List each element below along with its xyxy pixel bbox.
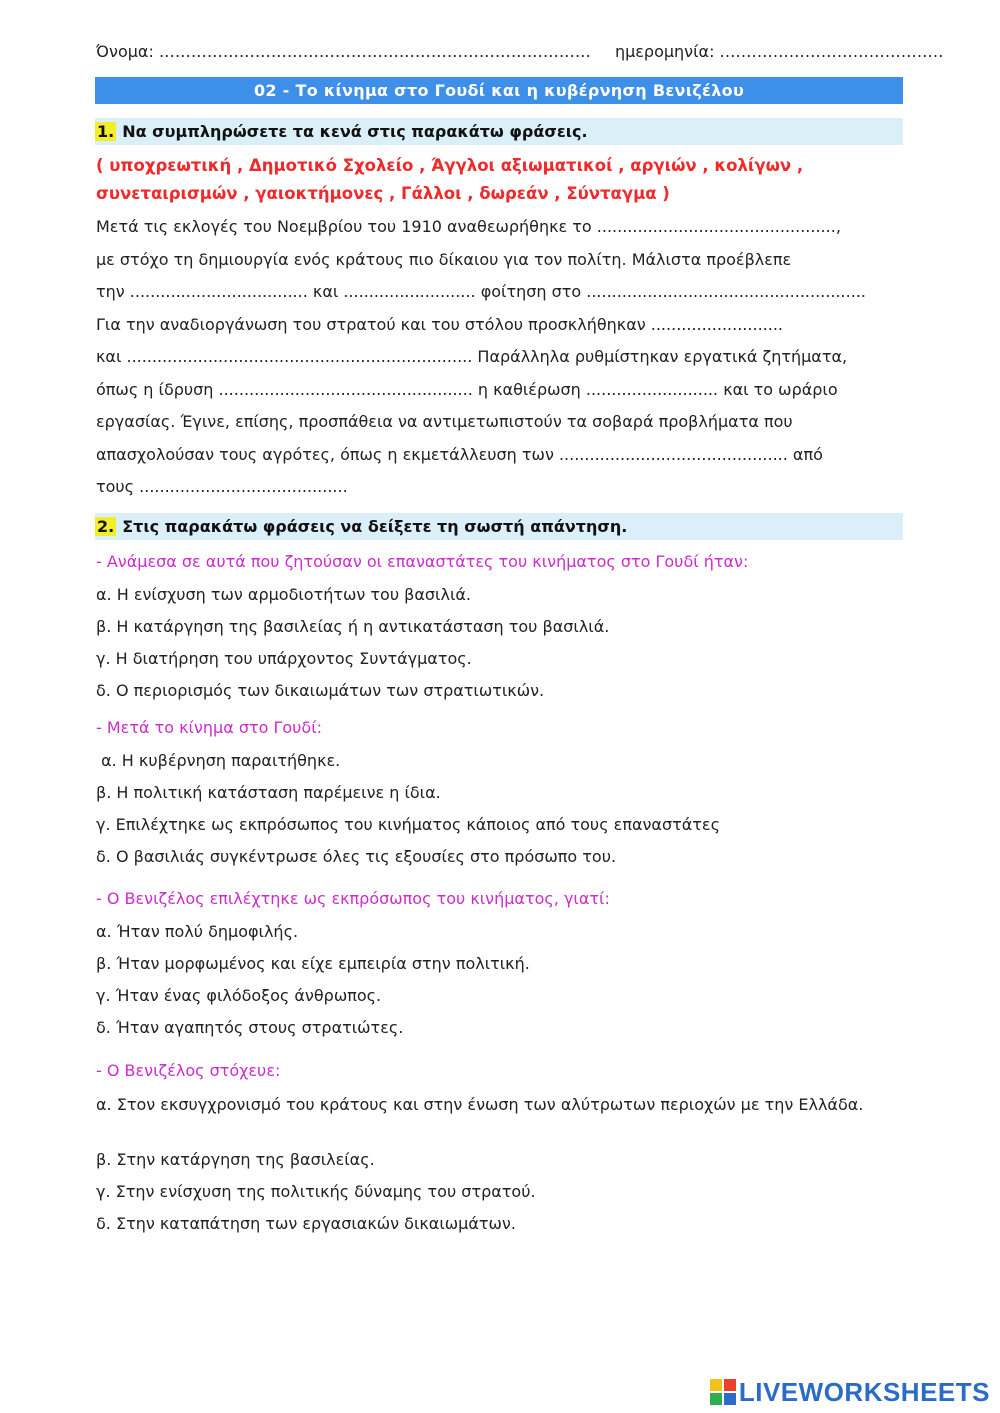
answer-option[interactable]: β. Στην κατάργηση της βασιλείας. [96,1150,375,1169]
question-1-header [95,118,903,145]
answer-option[interactable]: β. Ήταν μορφωμένος και είχε εμπειρία στην πολιτική. [96,954,530,973]
answer-option[interactable]: δ. Ήταν αγαπητός στους στρατιώτες. [96,1018,404,1037]
logo-tile [724,1379,736,1391]
answer-option[interactable]: α. Ήταν πολύ δημοφιλής. [96,922,299,941]
question-2-number: 2. [97,517,115,536]
answer-option[interactable]: δ. Ο περιορισμός των δικαιωμάτων των στρατιωτικών. [96,681,545,700]
word-bank-line: ( υποχρεωτική , Δημοτικό Σχολείο , Άγγλοι αξιωματικοί , αργιών , κολίγων , [96,156,804,175]
header-line [96,42,944,61]
answer-option[interactable]: α. Η ενίσχυση των αρμοδιοτήτων του βασιλιά. [96,585,471,604]
paragraph-line: εργασίας. Έγινε, επίσης, προσπάθεια να αντιμετωπιστούν τα σοβαρά προβλήματα που [96,412,793,431]
group-3-prompt: - Ο Βενιζέλος επιλέχτηκε ως εκπρόσωπος του κινήματος, γιατί: [96,889,610,908]
answer-option[interactable]: β. Η πολιτική κατάσταση παρέμεινε η ίδια. [96,783,441,802]
logo-mark-icon [710,1379,736,1405]
paragraph-line[interactable]: τους ......................................... [96,477,348,496]
paragraph-line[interactable]: απασχολούσαν τους αγρότες, όπως η εκμετάλλευση των ............................................. από [96,444,823,464]
date-field-label[interactable]: ημερομηνία: …………………………………… [614,42,944,61]
answer-option[interactable]: γ. Στην ενίσχυση της πολιτικής δύναμης του στρατού. [96,1182,536,1201]
answer-option[interactable]: δ. Στην καταπάτηση των εργασιακών δικαιωμάτων. [96,1214,516,1233]
worksheet-title: 02 - Το κίνημα στο Γουδί και η κυβέρνηση Βενιζέλου [95,77,903,104]
answer-option[interactable]: γ. Η διατήρηση του υπάρχοντος Συντάγματος. [96,649,472,668]
paragraph-line[interactable]: και .................................................................... Παράλληλα ρυθμίστηκαν εργατικά ζητήματα, [96,347,848,366]
paragraph-line[interactable]: την ................................... και .......................... φοίτηση στο ....................................................... [96,282,866,301]
answer-option[interactable]: δ. Ο βασιλιάς συγκέντρωσε όλες τις εξουσίες στο πρόσωπο του. [96,847,617,866]
liveworksheets-logo [710,1377,990,1407]
word-bank-line: συνεταιρισμών , γαιοκτήμονες , Γάλλοι , δωρεάν , Σύνταγμα ) [96,184,670,203]
logo-text: LIVEWORKSHEETS [738,1376,990,1407]
answer-option[interactable]: α. Η κυβέρνηση παραιτήθηκε. [96,751,341,770]
logo-tile [724,1393,736,1405]
paragraph-line[interactable]: όπως η ίδρυση .................................................. η καθιέρωση .......................... και το ωράριο [96,379,838,399]
question-1-text: Να συμπληρώσετε τα κενά στις παρακάτω φράσεις. [122,122,588,141]
paragraph-line: με στόχο τη δημιουργία ενός κράτους πιο δίκαιου για τον πολίτη. Μάλιστα προέβλεπε [96,249,792,269]
group-2-prompt: - Μετά το κίνημα στο Γουδί: [96,718,323,737]
answer-option[interactable]: α. Στον εκσυγχρονισμό του κράτους και στην ένωση των αλύτρωτων περιοχών με την Ελλάδα. [96,1095,864,1114]
name-field-label[interactable]: Όνομα: ……………………………………………………………………… [96,42,591,61]
question-2-text: Στις παρακάτω φράσεις να δείξετε τη σωστή απάντηση. [122,517,628,536]
question-1-number: 1. [97,122,115,141]
paragraph-line[interactable]: Για την αναδιοργάνωση του στρατού και του στόλου προσκλήθηκαν .......................... [96,314,783,334]
word-bank [96,152,896,208]
logo-tile [710,1393,722,1405]
group-4-prompt: - Ο Βενιζέλος στόχευε: [96,1061,281,1080]
logo-tile [710,1379,722,1391]
paragraph-line[interactable]: Μετά τις εκλογές του Νοεμβρίου του 1910 αναθεωρήθηκε το ..............................................., [96,217,841,236]
group-1-prompt: - Ανάμεσα σε αυτά που ζητούσαν οι επαναστάτες του κινήματος στο Γουδί ήταν: [96,552,749,571]
fill-in-paragraph [96,211,906,504]
answer-option[interactable]: γ. Ήταν ένας φιλόδοξος άνθρωπος. [96,986,382,1005]
answer-option[interactable]: β. Η κατάργηση της βασιλείας ή η αντικατάσταση του βασιλιά. [96,617,610,636]
question-2-header [95,513,903,540]
answer-option[interactable]: γ. Επιλέχτηκε ως εκπρόσωπος του κινήματος κάποιος από τους επαναστάτες [96,815,720,834]
